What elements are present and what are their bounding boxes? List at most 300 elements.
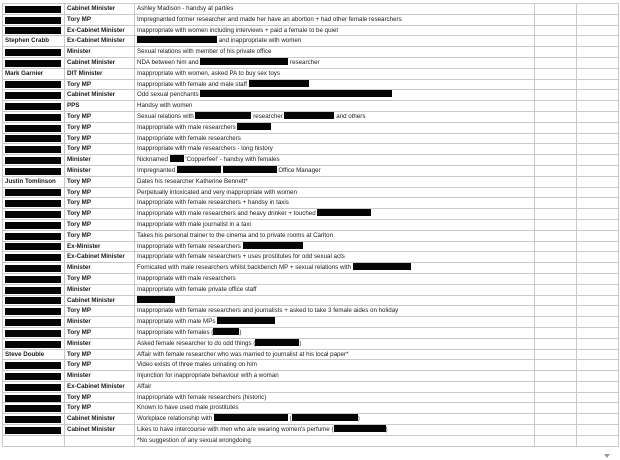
- allegation-cell[interactable]: [135, 381, 535, 392]
- name-cell[interactable]: [3, 25, 65, 36]
- role-label: Cabinet Minister: [67, 5, 116, 12]
- allegation-cell[interactable]: [135, 273, 535, 284]
- empty-cell[interactable]: [535, 317, 577, 328]
- empty-cell[interactable]: [535, 198, 577, 209]
- table-row: [3, 209, 619, 220]
- name-cell[interactable]: [3, 14, 65, 25]
- redaction-bar: [200, 90, 392, 97]
- name-cell[interactable]: [3, 403, 65, 414]
- role-cell[interactable]: [65, 133, 135, 144]
- redacted-name: [5, 222, 61, 229]
- empty-cell[interactable]: [577, 338, 619, 349]
- role-cell[interactable]: [65, 176, 135, 187]
- role-label: Minister: [67, 48, 91, 56]
- empty-cell[interactable]: [577, 101, 619, 112]
- allegation-cell[interactable]: [135, 338, 535, 349]
- role-cell[interactable]: [65, 4, 135, 15]
- allegation-cell[interactable]: [135, 349, 535, 360]
- redacted-name: [5, 405, 61, 412]
- role-cell[interactable]: [65, 230, 135, 241]
- empty-cell[interactable]: [535, 176, 577, 187]
- role-cell[interactable]: [65, 425, 135, 436]
- role-label: Tory MP: [67, 145, 91, 153]
- redacted-name: [5, 341, 61, 348]
- name-cell[interactable]: [3, 360, 65, 371]
- name-cell[interactable]: [3, 241, 65, 252]
- empty-cell[interactable]: [535, 57, 577, 68]
- table-row: [3, 111, 619, 122]
- allegation-cell[interactable]: [135, 57, 535, 68]
- empty-cell[interactable]: [535, 47, 577, 58]
- empty-cell[interactable]: [577, 165, 619, 176]
- empty-cell[interactable]: [577, 284, 619, 295]
- name-cell[interactable]: [3, 68, 65, 79]
- allegation-cell[interactable]: [135, 90, 535, 101]
- empty-cell[interactable]: [577, 317, 619, 328]
- table-row: [3, 14, 619, 25]
- name-cell[interactable]: [3, 306, 65, 317]
- allegation-text: Affair: [137, 382, 152, 390]
- allegation-cell[interactable]: [135, 47, 535, 58]
- role-label: Ex-Cabinet Minister: [67, 37, 125, 45]
- role-cell[interactable]: [65, 263, 135, 274]
- empty-cell[interactable]: [535, 284, 577, 295]
- allegation-cell[interactable]: [135, 198, 535, 209]
- role-cell[interactable]: [65, 392, 135, 403]
- empty-cell[interactable]: [577, 327, 619, 338]
- table-row: [3, 317, 619, 328]
- allegation-text: 'Copperfeel' - handsy with females: [183, 156, 280, 164]
- allegation-cell[interactable]: [135, 230, 535, 241]
- allegation-text: Inappropriate with female researchers and journalists + asked to take 3 female aides on holiday: [137, 307, 399, 315]
- name-cell[interactable]: [3, 284, 65, 295]
- role-label: Tory MP: [67, 177, 91, 185]
- redacted-name: [5, 287, 61, 294]
- role-cell[interactable]: [65, 122, 135, 133]
- redacted-name: [5, 157, 61, 164]
- empty-cell[interactable]: [577, 122, 619, 133]
- role-cell[interactable]: [65, 317, 135, 328]
- role-cell[interactable]: [65, 381, 135, 392]
- empty-cell[interactable]: [577, 4, 619, 15]
- role-label: Tory MP: [67, 199, 91, 207]
- name-cell[interactable]: [3, 198, 65, 209]
- role-label: Tory MP: [67, 361, 91, 369]
- empty-cell[interactable]: [65, 435, 135, 446]
- allegation-cell[interactable]: [135, 317, 535, 328]
- allegation-text: researcher: [251, 112, 285, 120]
- allegation-text: Inappropriate with female researchers + handsy in taxis: [137, 199, 289, 207]
- empty-cell[interactable]: [535, 349, 577, 360]
- empty-cell[interactable]: [577, 241, 619, 252]
- name-cell[interactable]: [3, 90, 65, 101]
- role-label: Tory MP: [67, 210, 91, 218]
- name-cell[interactable]: [3, 273, 65, 284]
- allegation-cell[interactable]: [135, 36, 535, 47]
- role-cell[interactable]: [65, 338, 135, 349]
- role-cell[interactable]: [65, 36, 135, 47]
- role-cell[interactable]: [65, 327, 135, 338]
- role-label: Cabinet Minister: [67, 426, 116, 434]
- role-cell[interactable]: [65, 414, 135, 425]
- redaction-bar: [249, 80, 309, 87]
- empty-cell[interactable]: [535, 79, 577, 90]
- role-cell[interactable]: [65, 284, 135, 295]
- empty-cell[interactable]: [577, 360, 619, 371]
- table-row: [3, 338, 619, 349]
- redaction-bar: [217, 317, 275, 324]
- role-label: Tory MP: [67, 123, 91, 131]
- allegation-text: and inappropriate with women: [217, 37, 302, 45]
- table-row: [3, 198, 619, 209]
- role-label: Minister: [67, 318, 91, 326]
- name-cell[interactable]: [3, 4, 65, 15]
- empty-cell[interactable]: [577, 187, 619, 198]
- name-cell[interactable]: [3, 371, 65, 382]
- name-cell[interactable]: [3, 111, 65, 122]
- allegation-text: Inappropriate with male researchers and heavy drinker + touched: [137, 210, 318, 218]
- role-label: Tory MP: [67, 112, 91, 120]
- allegation-text: Inappropriate with females (: [137, 328, 214, 336]
- role-label: Tory MP: [67, 307, 91, 315]
- empty-cell[interactable]: [577, 144, 619, 155]
- allegation-text: Perpetually intoxicated and very inappropriate with women: [137, 188, 297, 196]
- table-row: [3, 25, 619, 36]
- allegation-text: Inappropriate with female researchers: [137, 134, 241, 142]
- allegation-text: Nicknamed: [137, 156, 170, 164]
- redacted-name: [5, 27, 61, 34]
- name-cell[interactable]: [3, 47, 65, 58]
- empty-cell[interactable]: [535, 392, 577, 403]
- name-cell[interactable]: [3, 317, 65, 328]
- redaction-bar: [334, 425, 386, 432]
- table-row: [3, 252, 619, 263]
- role-cell[interactable]: [65, 360, 135, 371]
- allegation-cell[interactable]: [135, 219, 535, 230]
- name-cell[interactable]: [3, 165, 65, 176]
- redacted-name: [5, 200, 61, 207]
- empty-cell[interactable]: [535, 295, 577, 306]
- footnote-cell[interactable]: [135, 435, 535, 446]
- name-cell[interactable]: [3, 230, 65, 241]
- empty-cell[interactable]: [535, 306, 577, 317]
- name-cell[interactable]: [3, 263, 65, 274]
- mp-name: Stephen Crabb: [5, 37, 50, 45]
- name-cell[interactable]: [3, 155, 65, 166]
- empty-cell[interactable]: [535, 252, 577, 263]
- allegation-cell[interactable]: [135, 295, 535, 306]
- role-label: Ex-Cabinet Minister: [67, 26, 125, 34]
- role-label: Cabinet Minister: [67, 415, 116, 423]
- empty-cell[interactable]: [535, 425, 577, 436]
- role-cell[interactable]: [65, 349, 135, 360]
- empty-cell[interactable]: [577, 47, 619, 58]
- role-cell[interactable]: [65, 144, 135, 155]
- table-row: [3, 4, 619, 15]
- role-cell[interactable]: [65, 14, 135, 25]
- empty-cell[interactable]: [577, 155, 619, 166]
- name-cell[interactable]: [3, 79, 65, 90]
- redacted-name: [5, 60, 61, 67]
- allegation-cell[interactable]: [135, 14, 535, 25]
- allegation-cell[interactable]: [135, 165, 535, 176]
- allegation-text: Inappropriate with male researchers: [137, 123, 238, 131]
- name-cell[interactable]: [3, 187, 65, 198]
- name-cell[interactable]: [3, 252, 65, 263]
- empty-cell[interactable]: [535, 273, 577, 284]
- role-cell[interactable]: [65, 209, 135, 220]
- name-cell[interactable]: [3, 133, 65, 144]
- allegation-cell[interactable]: [135, 306, 535, 317]
- redaction-bar: [137, 296, 175, 303]
- allegation-cell[interactable]: [135, 252, 535, 263]
- empty-cell[interactable]: [577, 198, 619, 209]
- table-row: [3, 327, 619, 338]
- allegation-text: Dates his researcher Katherine Bennett*: [137, 177, 248, 185]
- empty-cell[interactable]: [577, 263, 619, 274]
- allegation-cell[interactable]: [135, 414, 535, 425]
- role-cell[interactable]: [65, 155, 135, 166]
- empty-cell[interactable]: [535, 111, 577, 122]
- allegation-text: NDA between him and: [137, 58, 201, 66]
- role-cell[interactable]: [65, 252, 135, 263]
- allegations-table: [2, 3, 619, 447]
- name-cell[interactable]: [3, 144, 65, 155]
- redacted-name: [5, 81, 61, 88]
- empty-cell[interactable]: [577, 111, 619, 122]
- redaction-bar: [237, 123, 271, 130]
- role-label: Tory MP: [67, 328, 91, 336]
- role-cell[interactable]: [65, 25, 135, 36]
- allegation-text: Sexual relations with: [137, 112, 196, 120]
- empty-cell[interactable]: [3, 435, 65, 446]
- name-cell[interactable]: [3, 327, 65, 338]
- role-label: Ex-Cabinet Minister: [67, 253, 125, 261]
- redacted-name: [5, 319, 61, 326]
- empty-cell[interactable]: [577, 176, 619, 187]
- role-cell[interactable]: [65, 79, 135, 90]
- empty-cell[interactable]: [535, 381, 577, 392]
- empty-cell[interactable]: [577, 230, 619, 241]
- redaction-bar: [255, 339, 302, 347]
- empty-cell[interactable]: [535, 338, 577, 349]
- empty-cell[interactable]: [535, 219, 577, 230]
- allegation-text: and others: [334, 112, 366, 120]
- allegation-cell[interactable]: [135, 263, 535, 274]
- role-cell[interactable]: [65, 306, 135, 317]
- role-cell[interactable]: [65, 219, 135, 230]
- role-cell[interactable]: [65, 57, 135, 68]
- name-cell[interactable]: [3, 338, 65, 349]
- name-cell[interactable]: [3, 425, 65, 436]
- table-row: [3, 36, 619, 47]
- name-cell[interactable]: [3, 101, 65, 112]
- name-cell[interactable]: [3, 381, 65, 392]
- name-cell[interactable]: [3, 122, 65, 133]
- empty-cell[interactable]: [577, 392, 619, 403]
- empty-cell[interactable]: [577, 306, 619, 317]
- allegation-cell[interactable]: [135, 360, 535, 371]
- mp-name: Mark Garnier: [5, 69, 44, 77]
- empty-cell[interactable]: [535, 327, 577, 338]
- role-label: Tory MP: [67, 404, 91, 412]
- allegation-cell[interactable]: [135, 371, 535, 382]
- empty-cell[interactable]: [577, 133, 619, 144]
- empty-cell[interactable]: [535, 435, 577, 446]
- empty-cell[interactable]: [535, 25, 577, 36]
- role-cell[interactable]: [65, 371, 135, 382]
- allegation-text: Inappropriate with male journalist in a taxi: [137, 220, 251, 228]
- redacted-name: [5, 92, 61, 99]
- empty-cell[interactable]: [577, 414, 619, 425]
- name-cell[interactable]: [3, 57, 65, 68]
- role-cell[interactable]: [65, 165, 135, 176]
- empty-cell[interactable]: [577, 14, 619, 25]
- table-row: [3, 165, 619, 176]
- empty-cell[interactable]: [577, 295, 619, 306]
- empty-cell[interactable]: [535, 209, 577, 220]
- allegation-cell[interactable]: [135, 79, 535, 90]
- allegation-cell[interactable]: [135, 241, 535, 252]
- empty-cell[interactable]: [577, 36, 619, 47]
- role-cell[interactable]: [65, 111, 135, 122]
- scroll-down-arrow-icon[interactable]: [604, 454, 610, 458]
- role-cell[interactable]: [65, 90, 135, 101]
- empty-cell[interactable]: [535, 165, 577, 176]
- role-label: Minister: [67, 372, 91, 380]
- allegation-text: ): [357, 415, 360, 423]
- role-cell[interactable]: [65, 273, 135, 284]
- empty-cell[interactable]: [535, 230, 577, 241]
- redaction-bar: [292, 414, 358, 421]
- allegation-cell[interactable]: [135, 284, 535, 295]
- redaction-bar: [177, 166, 221, 173]
- allegation-cell[interactable]: [135, 25, 535, 36]
- empty-cell[interactable]: [535, 187, 577, 198]
- empty-cell[interactable]: [535, 155, 577, 166]
- name-cell[interactable]: [3, 349, 65, 360]
- allegation-cell[interactable]: [135, 101, 535, 112]
- role-label: Tory MP: [67, 134, 91, 142]
- role-cell[interactable]: [65, 241, 135, 252]
- allegation-cell[interactable]: [135, 155, 535, 166]
- role-cell[interactable]: [65, 68, 135, 79]
- empty-cell[interactable]: [577, 371, 619, 382]
- empty-cell[interactable]: [535, 101, 577, 112]
- empty-cell[interactable]: [535, 403, 577, 414]
- empty-cell[interactable]: [535, 90, 577, 101]
- empty-cell[interactable]: [535, 133, 577, 144]
- allegation-cell[interactable]: [135, 144, 535, 155]
- redacted-name: [5, 297, 61, 304]
- empty-cell[interactable]: [577, 209, 619, 220]
- name-cell[interactable]: [3, 219, 65, 230]
- table-row: [3, 284, 619, 295]
- empty-cell[interactable]: [535, 122, 577, 133]
- empty-cell[interactable]: [577, 252, 619, 263]
- name-cell[interactable]: [3, 36, 65, 47]
- table-row: [3, 47, 619, 58]
- allegation-cell[interactable]: [135, 392, 535, 403]
- empty-cell[interactable]: [535, 414, 577, 425]
- redacted-name: [5, 384, 61, 391]
- allegation-cell[interactable]: [135, 122, 535, 133]
- redacted-name: [5, 168, 61, 175]
- empty-cell[interactable]: [535, 360, 577, 371]
- empty-cell[interactable]: [535, 241, 577, 252]
- empty-cell[interactable]: [535, 144, 577, 155]
- role-label: Tory MP: [67, 274, 91, 282]
- empty-cell[interactable]: [577, 79, 619, 90]
- allegation-cell[interactable]: [135, 176, 535, 187]
- table-row: [3, 155, 619, 166]
- empty-cell[interactable]: [577, 349, 619, 360]
- empty-cell[interactable]: [577, 57, 619, 68]
- empty-cell[interactable]: [535, 263, 577, 274]
- role-cell[interactable]: [65, 403, 135, 414]
- role-cell[interactable]: [65, 101, 135, 112]
- empty-cell[interactable]: [535, 371, 577, 382]
- role-label: Cabinet Minister: [67, 296, 116, 304]
- allegation-cell[interactable]: [135, 133, 535, 144]
- empty-cell[interactable]: [535, 4, 577, 15]
- role-cell[interactable]: [65, 187, 135, 198]
- redaction-bar: [243, 242, 303, 249]
- empty-cell[interactable]: [577, 403, 619, 414]
- name-cell[interactable]: [3, 176, 65, 187]
- empty-cell[interactable]: [577, 381, 619, 392]
- redaction-bar: [214, 414, 288, 421]
- role-cell[interactable]: [65, 295, 135, 306]
- allegation-cell[interactable]: [135, 4, 535, 15]
- empty-cell[interactable]: [535, 36, 577, 47]
- empty-cell[interactable]: [577, 25, 619, 36]
- allegation-cell[interactable]: [135, 327, 535, 338]
- allegation-text: Likes to have intercourse with men who are wearing women's perfume (: [137, 426, 334, 434]
- name-cell[interactable]: [3, 392, 65, 403]
- empty-cell[interactable]: [535, 14, 577, 25]
- allegation-text: Inappropriate with female private office staff: [137, 285, 257, 293]
- table-row: [3, 144, 619, 155]
- empty-cell[interactable]: [577, 273, 619, 284]
- name-cell[interactable]: [3, 414, 65, 425]
- empty-cell[interactable]: [577, 425, 619, 436]
- name-cell[interactable]: [3, 209, 65, 220]
- footnote-text: *No suggestion of any sexual wrongdoing: [137, 436, 251, 444]
- allegation-cell[interactable]: [135, 209, 535, 220]
- name-cell[interactable]: [3, 295, 65, 306]
- empty-cell[interactable]: [577, 68, 619, 79]
- empty-cell[interactable]: [577, 219, 619, 230]
- role-cell[interactable]: [65, 198, 135, 209]
- redaction-bar: [223, 166, 277, 173]
- empty-cell[interactable]: [535, 68, 577, 79]
- redacted-name: [5, 189, 61, 196]
- table-row: [3, 176, 619, 187]
- allegation-cell[interactable]: [135, 187, 535, 198]
- allegation-text: Inappropriate with female researchers (historic): [137, 393, 267, 401]
- redacted-name: [5, 17, 61, 24]
- allegation-cell[interactable]: [135, 68, 535, 79]
- allegation-cell[interactable]: [135, 425, 535, 436]
- allegation-cell[interactable]: [135, 111, 535, 122]
- table-row: [3, 122, 619, 133]
- empty-cell[interactable]: [577, 435, 619, 446]
- allegation-cell[interactable]: [135, 403, 535, 414]
- role-cell[interactable]: [65, 47, 135, 58]
- empty-cell[interactable]: [577, 90, 619, 101]
- allegation-text: Inappropriate with female researchers: [137, 242, 243, 250]
